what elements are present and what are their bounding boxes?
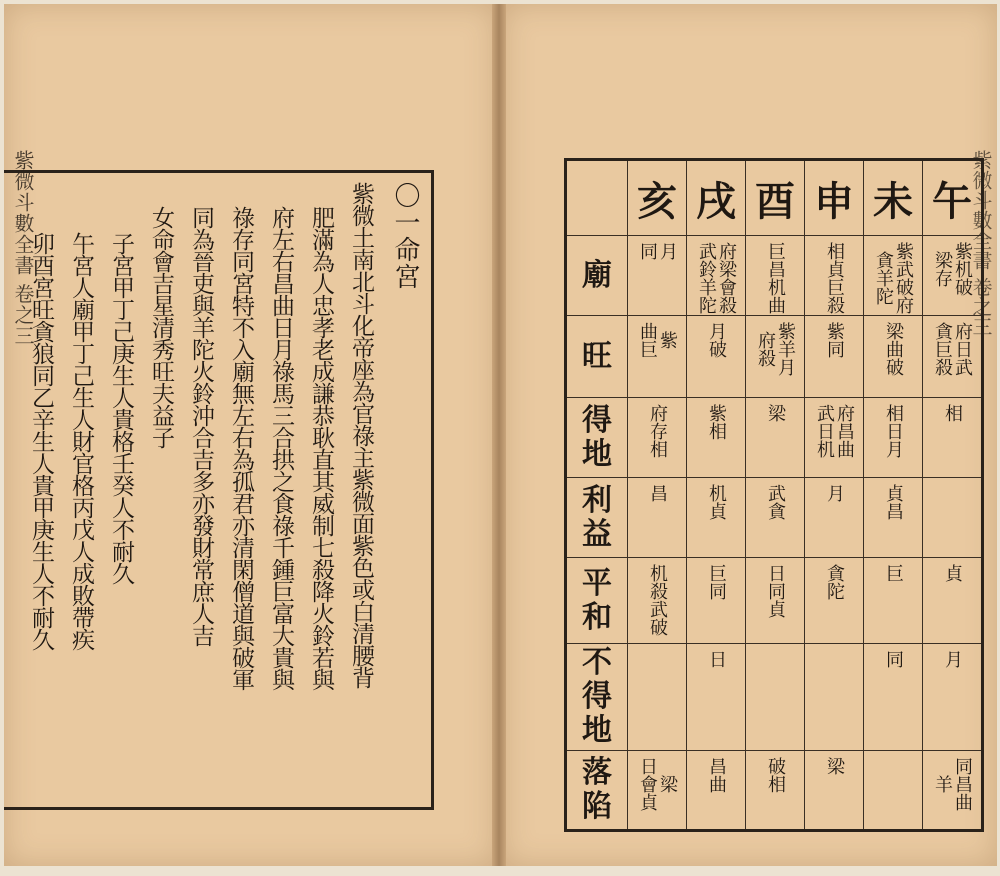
cell-text: 府存相 [647, 404, 668, 458]
table-cell [805, 558, 864, 644]
table-row [566, 644, 983, 751]
cell-content [864, 558, 922, 582]
table-cell [628, 644, 687, 751]
row-label [566, 478, 628, 558]
table-cell [628, 558, 687, 644]
cell-content [746, 236, 804, 314]
cell-text: 巨昌机曲 [765, 242, 786, 314]
table-cell [628, 751, 687, 831]
row-label [566, 398, 628, 478]
cell-content [864, 398, 922, 458]
cell-text: 紫机破 [952, 242, 973, 296]
row-label-text: 平和 [582, 565, 612, 635]
cell-text: 武日机 [814, 404, 835, 458]
cell-text: 巨 [883, 564, 904, 582]
text-column-2: 肥滿為人忠孝老成謙恭耿直其威制七殺降火鈴若與 [308, 206, 334, 690]
cell-content [805, 644, 863, 650]
header-wei: 未 [864, 160, 923, 236]
header-shen: 申 [805, 160, 864, 236]
cell-content [746, 478, 804, 520]
cell-content [687, 644, 745, 668]
cell-content [746, 316, 804, 376]
cell-content [923, 644, 981, 668]
cell-content [687, 316, 745, 358]
table-cell [864, 316, 923, 398]
table-cell [746, 558, 805, 644]
cell-text: 相貞巨殺 [824, 242, 845, 314]
cell-text: 紫羊月 [775, 322, 796, 376]
cell-content [687, 236, 745, 314]
cell-content [923, 558, 981, 582]
table-cell [923, 751, 983, 831]
cell-content [864, 478, 922, 520]
header-xu: 戌 [687, 160, 746, 236]
cell-content [628, 751, 686, 811]
table-cell [687, 644, 746, 751]
table-cell [628, 236, 687, 316]
cell-content [746, 751, 804, 793]
table-cell [746, 236, 805, 316]
cell-content [628, 316, 686, 358]
cell-content [864, 644, 922, 668]
cell-text: 同 [883, 650, 904, 668]
row-label [566, 644, 628, 751]
row-label-text: 廟 [582, 257, 612, 293]
cell-text: 貞 [942, 564, 963, 582]
cell-text: 紫相 [706, 404, 727, 440]
cell-content [805, 236, 863, 314]
cell-text: 梁存 [932, 251, 953, 287]
table-cell [687, 558, 746, 644]
text-column-5: 同為晉吏與羊陀火鈴沖合吉多亦發財常庶人吉 [188, 206, 214, 646]
table-cell [746, 751, 805, 831]
cell-text: 紫 [657, 331, 678, 349]
table-cell [805, 478, 864, 558]
header-you: 酉 [746, 160, 805, 236]
cell-text: 梁曲破 [883, 322, 904, 376]
cell-text: 武貪 [765, 484, 786, 520]
cell-content [687, 751, 745, 793]
table-row [566, 398, 983, 478]
table-row [566, 316, 983, 398]
table-cell [864, 398, 923, 478]
cell-text: 武鈴羊陀 [696, 242, 717, 314]
text-column-4: 祿存同宮特不入廟無左右為孤君亦清閑僧道與破軍 [228, 206, 254, 690]
cell-content [864, 751, 922, 757]
table-cell [805, 236, 864, 316]
cell-content [805, 316, 863, 358]
cell-text: 貪陀 [824, 564, 845, 600]
table-cell [687, 478, 746, 558]
row-label [566, 751, 628, 831]
cell-text: 梁 [824, 757, 845, 775]
book-gutter [492, 4, 506, 866]
cell-content [923, 751, 981, 811]
header-hai: 亥 [628, 160, 687, 236]
row-label [566, 316, 628, 398]
table-cell [864, 236, 923, 316]
cell-content [805, 398, 863, 458]
table-cell [805, 398, 864, 478]
row-label-text: 旺 [582, 338, 612, 374]
cell-text: 昌 [647, 484, 668, 502]
table-corner [566, 160, 628, 236]
table-cell [687, 751, 746, 831]
cell-content [628, 558, 686, 636]
cell-content [864, 316, 922, 376]
cell-text: 机殺武破 [647, 564, 668, 636]
cell-text: 月 [824, 484, 845, 502]
cell-content [628, 236, 686, 260]
cell-text: 相日月 [883, 404, 904, 458]
table-cell [746, 478, 805, 558]
cell-content [687, 558, 745, 600]
cell-content [864, 236, 922, 314]
cell-text: 日同貞 [765, 564, 786, 618]
cell-content [805, 751, 863, 775]
table-cell [746, 316, 805, 398]
left-margin-title: 紫微斗數全書 卷之三 [11, 150, 35, 347]
cell-text: 府日武 [952, 322, 973, 376]
cell-text: 同 [637, 242, 658, 260]
cell-content [628, 398, 686, 458]
table-cell [864, 558, 923, 644]
cell-text: 昌曲 [706, 757, 727, 793]
row-label-text: 落陷 [582, 755, 612, 824]
cell-content [746, 558, 804, 618]
cell-content [687, 398, 745, 440]
right-margin-title: 紫微斗數全書 卷之三 [969, 150, 993, 337]
cell-text: 紫同 [824, 322, 845, 358]
cell-content [628, 478, 686, 502]
row-label [566, 236, 628, 316]
text-column-3: 府左右昌曲日月祿馬三合拱之食祿千鍾巨富大貴與 [268, 206, 294, 690]
row-label-text: 不得地 [582, 645, 612, 748]
cell-content [746, 644, 804, 650]
table-cell [687, 398, 746, 478]
cell-text: 曲巨 [637, 322, 658, 358]
cell-text: 机貞 [706, 484, 727, 520]
table-cell [628, 316, 687, 398]
cell-text: 羊 [932, 775, 953, 793]
cell-text: 日 [706, 650, 727, 668]
table-cell [805, 751, 864, 831]
star-brightness-table [564, 158, 984, 832]
cell-text: 紫武破府 [893, 242, 914, 314]
header-wu: 午 [923, 160, 983, 236]
cell-content [805, 478, 863, 502]
text-column-1: 紫微土南北斗化帝座為官祿主紫微面紫色或白清腰背 [348, 182, 374, 688]
cell-text: 月破 [706, 322, 727, 358]
cell-text: 相 [942, 404, 963, 422]
cell-text: 貪巨殺 [932, 322, 953, 376]
cell-text: 日會貞 [637, 757, 658, 811]
text-column-9: 卯酉宮旺貪狼同乙辛生人貴甲庚生人不耐久 [28, 232, 54, 650]
cell-text: 破相 [765, 757, 786, 793]
row-label-text: 得地 [582, 402, 612, 472]
cell-text: 巨同 [706, 564, 727, 600]
table-cell [746, 644, 805, 751]
table-cell [628, 398, 687, 478]
table-header-row [566, 160, 983, 236]
cell-text: 月 [657, 242, 678, 260]
table-cell [805, 644, 864, 751]
text-column-8: 午宮人廟甲丁己生人財官格丙戊人成敗帶疾 [68, 232, 94, 650]
table-cell [864, 478, 923, 558]
table-cell [628, 478, 687, 558]
table-row [566, 751, 983, 831]
section-heading: 〇一命宮 [390, 182, 420, 290]
table-body [566, 236, 983, 831]
row-label-text: 利益 [582, 482, 612, 552]
row-label [566, 558, 628, 644]
cell-content [746, 398, 804, 422]
table-cell [923, 644, 983, 751]
text-column-7: 子宮甲丁己庚生人貴格壬癸人不耐久 [108, 232, 134, 584]
cell-text: 貪羊陀 [873, 251, 894, 305]
table-row [566, 478, 983, 558]
cell-text: 梁 [657, 775, 678, 793]
cell-text: 梁 [765, 404, 786, 422]
cell-text: 府殺 [755, 331, 776, 367]
cell-text: 府昌曲 [834, 404, 855, 458]
cell-text: 月 [942, 650, 963, 668]
cell-content [687, 478, 745, 520]
cell-text: 同昌曲 [952, 757, 973, 811]
table-cell [864, 751, 923, 831]
table-cell [687, 236, 746, 316]
table-cell [687, 316, 746, 398]
table-cell [805, 316, 864, 398]
cell-content [628, 644, 686, 650]
table-cell [746, 398, 805, 478]
table-row [566, 236, 983, 316]
cell-content [805, 558, 863, 600]
table-cell [923, 558, 983, 644]
table-row [566, 558, 983, 644]
text-column-6: 女命會吉星清秀旺夫益子 [148, 206, 174, 448]
cell-text: 府梁會殺 [716, 242, 737, 314]
table-cell [864, 644, 923, 751]
cell-text: 貞昌 [883, 484, 904, 520]
